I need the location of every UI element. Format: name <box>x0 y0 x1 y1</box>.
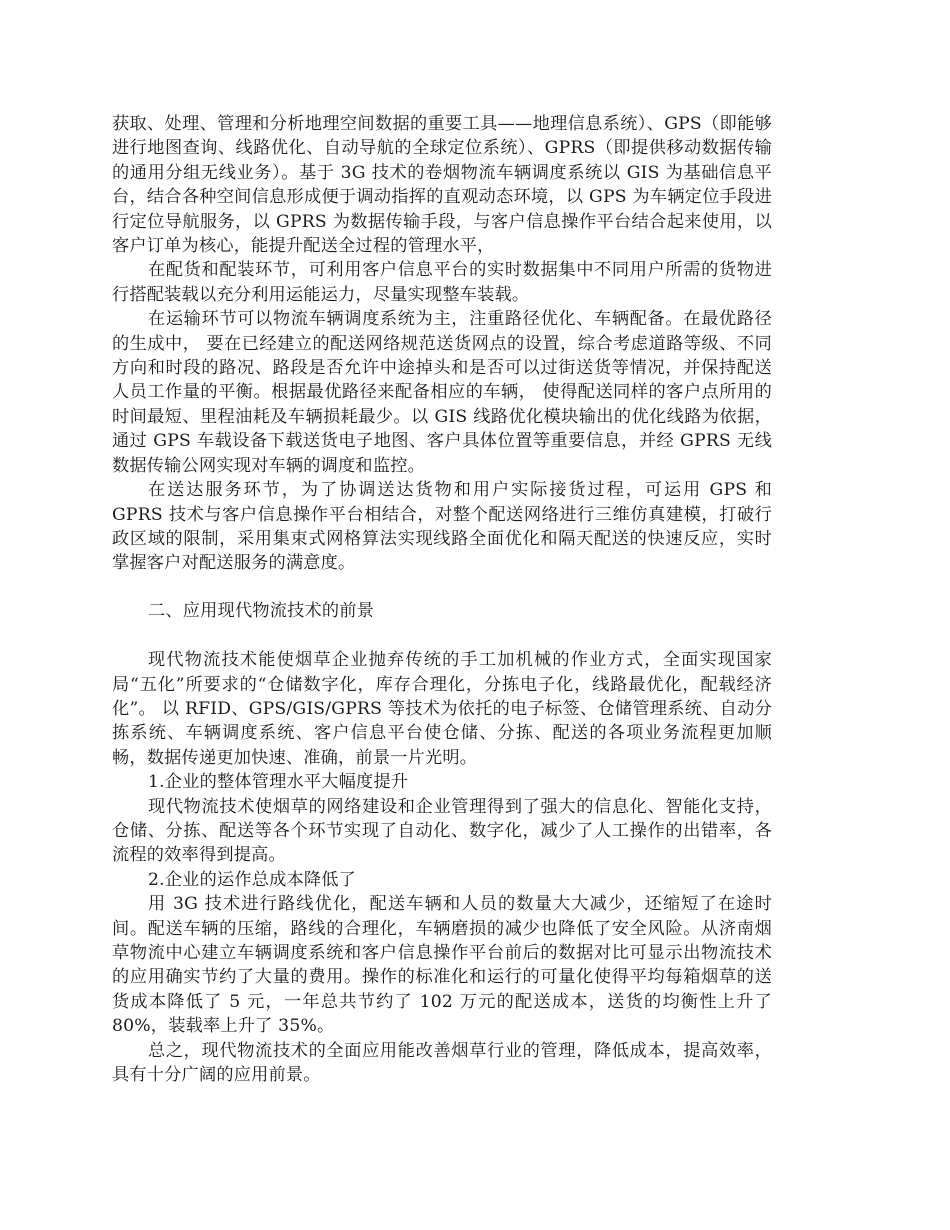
paragraph-cost-reduction: 用 3G 技术进行路线优化，配送车辆和人员的数量大大减少，还缩短了在途时间。配送车辆的压缩，路线的合理化，车辆磨损的减少也降低了安全风险。从济南烟草物流中心建立车辆调度系统和客户信息操作平台前后的数据对比可显示出物流技术的应用确实节约了大量的费用。操作的标准化和运行的可量化使得平均每箱烟草的送货成本降低了 5 元，一年总共节约了 102 万元的配送成本，送货的均衡性上升了 80%，装载率上升了 35%。 <box>112 894 772 1037</box>
paragraph-gis-gps-gprs-intro: 获取、处理、管理和分析地理空间数据的重要工具——地理信息系统）、GPS（即能够进行地图查询、线路优化、自动导航的全球定位系统）、GPRS（即提供移动数据传输的通用分组无线业务）。基于 3G 技术的卷烟物流车辆调度系统以 GIS 为基础信息平台，结合各种空间信息形成便于调动指挥的直观动态环境，以 GPS 为车辆定位手段进行定位导航服务，以 GPRS 为数据传输手段，与客户信息操作平台结合起来使用，以客户订单为核心，能提升配送全过程的管理水平， <box>112 114 772 257</box>
section-heading-prospects: 二、应用现代物流技术的前景 <box>148 600 375 621</box>
subheading-management-level: 1.企业的整体管理水平大幅度提升 <box>148 772 409 793</box>
subheading-cost-reduction: 2.企业的运作总成本降低了 <box>148 869 357 890</box>
document-page <box>112 112 772 1087</box>
paragraph-transport-stage: 在运输环节可以物流车辆调度系统为主，注重路径优化、车辆配备。在最优路径的生成中， 要在已经建立的配送网络规范送货网点的设置，综合考虑道路等级、不同方向和时段的路况、路段是否允许中途掉头和是否可以过街送货等情况，并保持配送人员工作量的平衡。根据最优路径来配备相应的车辆， 使得配送同样的客户点所用的时间最短、里程油耗及车辆损耗最少。以 GIS 线路优化模块输出的优化线路为依据，通过 GPS 车载设备下载送货电子地图、客户具体位置等重要信息，并经 GPRS 无线数据传输公网实现对车辆的调度和监控。 <box>112 309 772 476</box>
paragraph-delivery-stage: 在送达服务环节，为了协调送达货物和用户实际接货过程，可运用 GPS 和 GPRS 技术与客户信息操作平台相结合，对整个配送网络进行三维仿真建模，打破行政区域的限制，采用集束式网格算法实现线路全面优化和隔天配送的快速反应，实时掌握客户对配送服务的满意度。 <box>112 480 772 574</box>
paragraph-prospects-overview: 现代物流技术能使烟草企业抛弃传统的手工加机械的作业方式，全面实现国家局“五化”所要求的“仓储数字化，库存合理化，分拣电子化，线路最优化，配载经济化”。 以 RFID、GPS/GIS/GPRS 等技术为依托的电子标签、仓储管理系统、自动分拣系统、车辆调度系统、客户信息平台使仓储、分拣、配送的各项业务流程更加顺畅，数据传递更加快速、准确，前景一片光明。 <box>112 650 772 768</box>
paragraph-loading-stage: 在配货和配装环节，可利用客户信息平台的实时数据集中不同用户所需的货物进行搭配装载以充分利用运能运力，尽量实现整车装载。 <box>112 260 772 305</box>
paragraph-management-level: 现代物流技术使烟草的网络建设和企业管理得到了强大的信息化、智能化支持，仓储、分拣、配送等各个环节实现了自动化、数字化，减少了人工操作的出错率，各流程的效率得到提高。 <box>112 796 772 866</box>
paragraph-conclusion: 总之，现代物流技术的全面应用能改善烟草行业的管理，降低成本，提高效率，具有十分广阔的应用前景。 <box>112 1040 772 1086</box>
